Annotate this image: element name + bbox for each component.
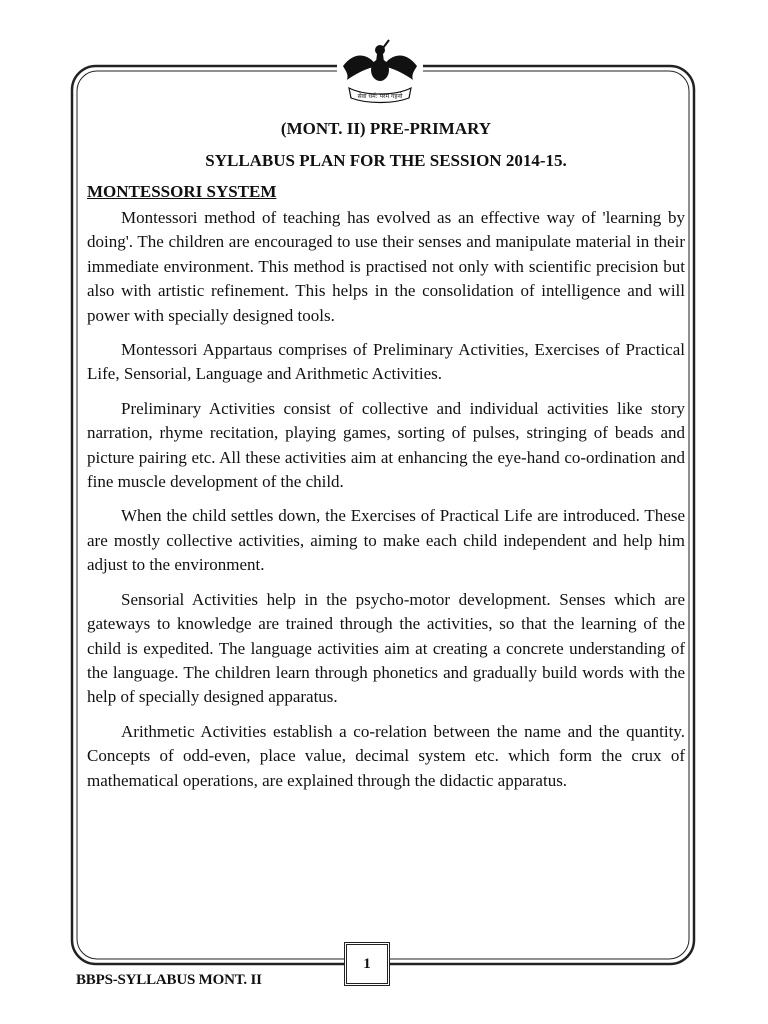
logo-motto: सेवा धर्म: परम गहनो [357, 93, 403, 100]
paragraph-2: Montessori Appartaus comprises of Preliminary Activities, Exercises of Practical Life, Sensorial, Language and Arithmetic Activities. [87, 340, 685, 384]
title-line-2: SYLLABUS PLAN FOR THE SESSION 2014-15. [205, 151, 567, 170]
paragraph-5: Sensorial Activities help in the psycho-motor development. Senses which are gateways to knowledge are trained through the activities, so that the learning of the child is expedited. The language activities aim at creating a concrete understanding of the language. The children learn through phonetics and gradually build words with the help of specially designed apparatus. [87, 589, 685, 707]
section-heading: MONTESSORI SYSTEM [87, 182, 277, 201]
page-content [87, 118, 685, 803]
school-emblem-logo [337, 36, 423, 106]
title-line-1: (MONT. II) PRE-PRIMARY [280, 119, 492, 138]
footer-label: BBPS-SYLLABUS MONT. II [76, 972, 262, 988]
paragraph-1: Montessori method of teaching has evolved as an effective way of 'learning by doing'. The children are encouraged to use their senses and manipulate material in their immediate environment. This method is practised not only with scientific precision but also with artistic refinement. This helps in the consolidation of intelligence and will power with specially designed tools. [87, 208, 685, 325]
paragraph-3: Preliminary Activities consist of collective and individual activities like story narration, rhyme recitation, playing games, sorting of pulses, stringing of beads and picture pairing etc. All these activities aim at enhancing the eye-hand co-ordination and fine muscle development of the child. [87, 398, 685, 492]
paragraph-6: Arithmetic Activities establish a co-relation between the name and the quantity. Concepts of odd-even, place value, decimal system etc. which form the crux of mathematical operations, are explained through the didactic apparatus. [87, 721, 685, 790]
page-number: 1 [344, 942, 390, 986]
paragraph-4: When the child settles down, the Exercises of Practical Life are introduced. These are mostly collective activities, aiming to make each child independent and help him adjust to the environment. [87, 506, 685, 575]
